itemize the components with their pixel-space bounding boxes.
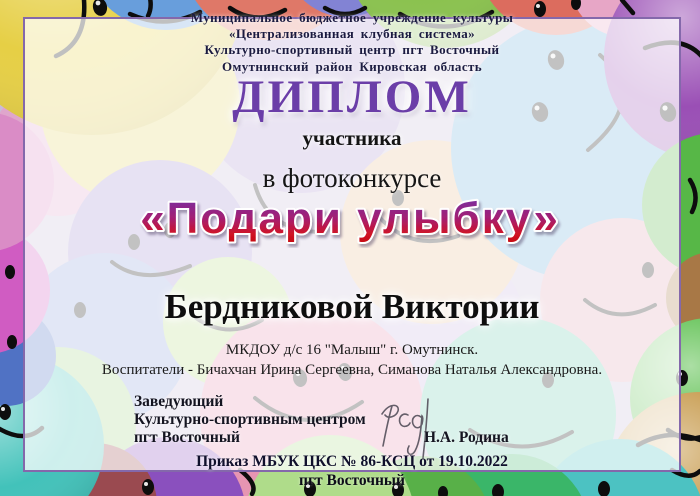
org-line: Культурно-спортивный центр пгт Восточный [204, 42, 500, 58]
organization-header [24, 10, 680, 75]
contest-name: «Подари улыбку» [140, 194, 560, 243]
signatory-name: Н.А. Родина [424, 429, 509, 446]
org-line: Муниципальное бюджетное учреждение культуры [190, 10, 514, 25]
org-line: «Централизованная клубная система» [228, 26, 476, 42]
contest-intro: в фотоконкурсе [262, 163, 442, 193]
recipient-name: Бердниковой Виктории [164, 287, 540, 326]
diploma-title: ДИПЛОМ [232, 71, 472, 123]
org-line: Омутнинский район Кировская область [221, 58, 483, 74]
place-line: пгт Восточный [299, 472, 405, 489]
signatory-role-line: Заведующий [134, 393, 224, 410]
signatory-role [134, 393, 366, 446]
institution-line: МКДОУ д/с 16 "Малыш" г. Омутнинск. [225, 342, 479, 358]
order-line: Приказ МБУК ЦКС № 86-КСЦ от 19.10.2022 [196, 453, 508, 470]
mentors-line: Воспитатели - Бичахчан Ирина Сергеевна, Симанова Наталья Александровна. [101, 362, 603, 378]
contest-name-art [0, 190, 700, 248]
diploma-subtitle: участника [302, 126, 402, 150]
signatory-role-line: Культурно-спортивным центром [134, 410, 366, 428]
signatory-role-line: пгт Восточный [134, 428, 240, 446]
